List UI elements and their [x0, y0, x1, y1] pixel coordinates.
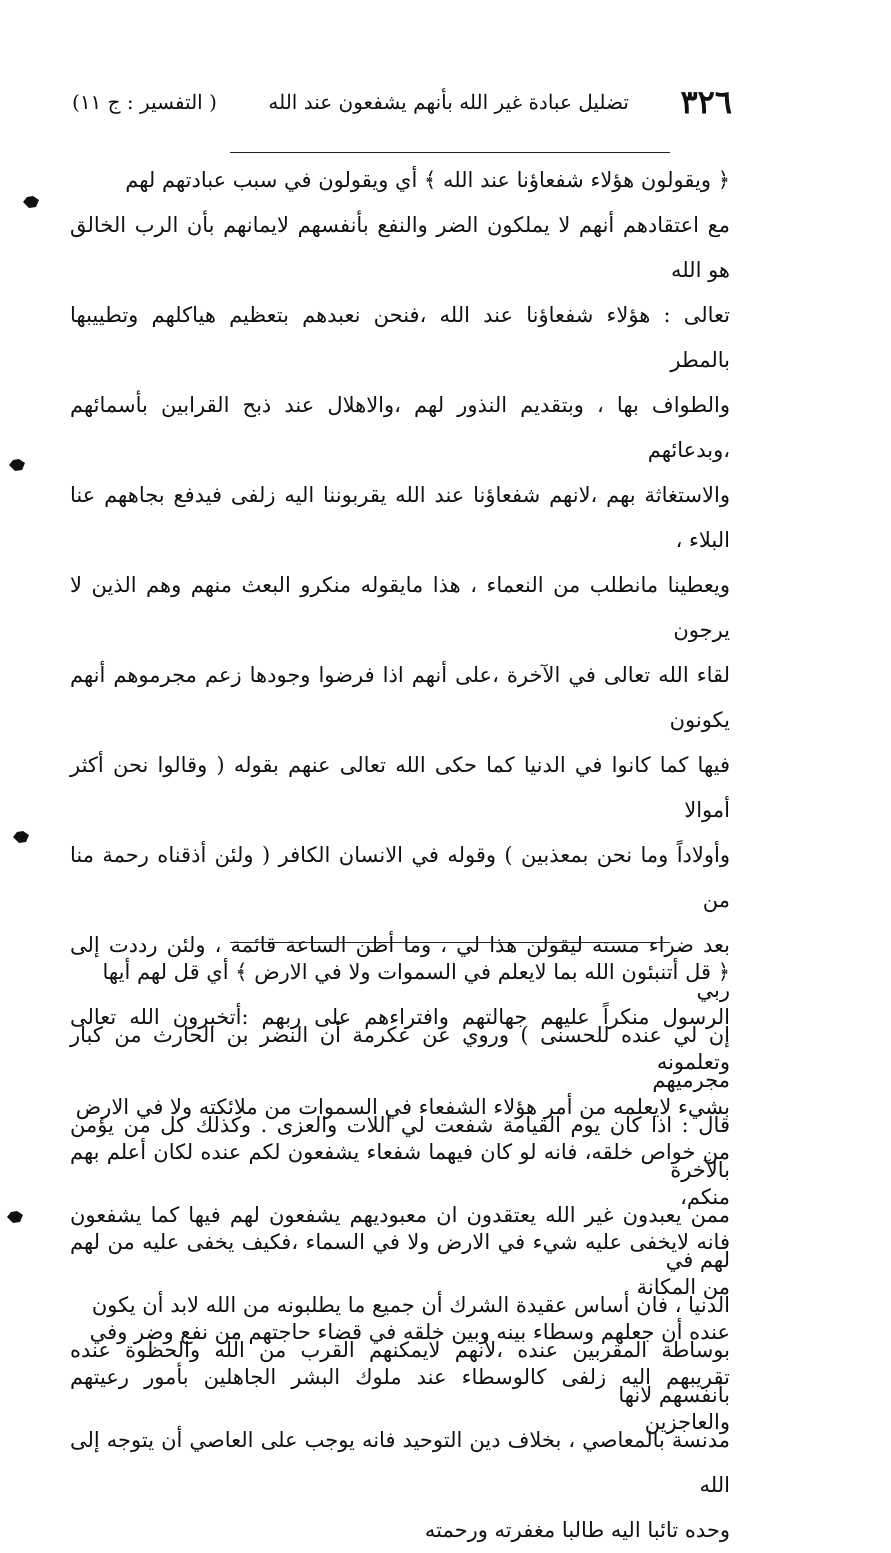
section-2-text [70, 950, 730, 1445]
text-line: والاستغاثة بهم ،لانهم شفعاؤنا عند الله يقربوننا اليه زلفى فيدفع بجاههم عنا البلاء ، [70, 483, 730, 552]
text-line: والطواف بها ، وبتقديم النذور لهم ،والاهلال عند ذبح القرابين بأسمائهم ،وبدعائهم [70, 393, 730, 462]
text-line: ﴿ قل أتنبئون الله بما لايعلم في السموات ولا في الارض ﴾ أي قل لهم أيها [102, 960, 730, 984]
page-header [72, 78, 732, 126]
text-line: بوساطة المقربين عنده ،لأنهم لايمكنهم القرب من الله والحظوة عنده بأنفسهم لانها [70, 1338, 730, 1407]
punch-hole-mark [12, 830, 30, 844]
section-rule-top [230, 152, 670, 153]
text-line: فانه لايخفى عليه شيء في الارض ولا في السماء ،فكيف يخفى عليه من لهم من المكانة [70, 1230, 730, 1299]
text-line: الدنيا ، فان أساس عقيدة الشرك أن جميع ما يطلبونه من الله لابد أن يكون [91, 1293, 730, 1317]
text-line: وأولاداً وما نحن بمعذبين ) وقوله في الانسان الكافر ( ولئن أذقناه رحمة منا من [70, 843, 731, 912]
punch-hole-mark [8, 458, 26, 472]
text-line: بشيء لايعلمه من أمر هؤلاء الشفعاء في السموات من ملائكته ولا في الارض [75, 1095, 730, 1119]
text-line: من خواص خلقه، فانه لو كان فيهما شفعاء يشفعون لكم عنده لكان أعلم بهم منكم، [70, 1140, 730, 1209]
text-line: ممن يعبدون غير الله يعتقدون ان معبوديهم يشفعون لهم فيها كما يشفعون لهم في [70, 1203, 730, 1272]
page-number: ٣٢٦ [680, 83, 732, 121]
punch-hole-mark [22, 195, 40, 209]
text-line: تعالى : هؤلاء شفعاؤنا عند الله ،فنحن نعبدهم بتعظيم هياكلهم وتطييبها بالمطر [70, 303, 730, 372]
book-reference: ( التفسير : ج ١١) [72, 90, 217, 114]
text-line: الرسول منكراً عليهم جهالتهم وافتراءهم على ربهم :أتخبرون الله تعالى وتعلمونه [70, 1005, 730, 1074]
section-rule-middle [230, 942, 670, 943]
punch-hole-mark [6, 1210, 24, 1224]
text-line: فيها كما كانوا في الدنيا كما حكى الله تعالى عنهم بقوله ( وقالوا نحن أكثر أموالا [70, 753, 730, 822]
text-line: عنده أن جعلهم وسطاء بينه وبين خلقه في قضاء حاجتهم من نفع وضر وفي [89, 1320, 730, 1344]
text-line: تقريبهم اليه زلفى كالوسطاء عند ملوك البشر الجاهلين بأمور رعيتهم والعاجزين [70, 1365, 730, 1434]
text-line: قال : اذا كان يوم القيامة شفعت لي اللات والعزى . وكذلك كل من يؤمن بالآخرة [70, 1113, 730, 1182]
text-line: لقاء الله تعالى في الآخرة ،على أنهم اذا فرضوا وجودها زعم مجرموهم أنهم يكونون [70, 663, 730, 732]
text-line: ويعطينا مانطلب من النعماء ، هذا مايقوله منكرو البعث منهم وهم الذين لا يرجون [70, 573, 730, 642]
text-line: وحده تائبا اليه طالبا مغفرته ورحمته [424, 1518, 730, 1542]
running-title: تضليل عبادة غير الله بأنهم يشفعون عند الله [268, 90, 629, 114]
text-line: إن لي عنده للحسنى ) وروي عن عكرمة أن النضر بن الحارث من كبار مجرميهم [70, 1023, 730, 1092]
text-line: ﴿ ويقولون هؤلاء شفعاؤنا عند الله ﴾ أي ويقولون في سبب عبادتهم لهم [125, 168, 730, 192]
text-line: مدنسة بالمعاصي ، بخلاف دين التوحيد فانه يوجب على العاصي أن يتوجه إلى الله [70, 1428, 730, 1497]
text-line: بعد ضراء مسته ليقولن هذا لي ، وما أظن الساعة قائمة ، ولئن رددت إلى ربي [70, 933, 730, 1002]
text-line: مع اعتقادهم أنهم لا يملكون الضر والنفع بأنفسهم لايمانهم بأن الرب الخالق هو الله [70, 213, 730, 282]
